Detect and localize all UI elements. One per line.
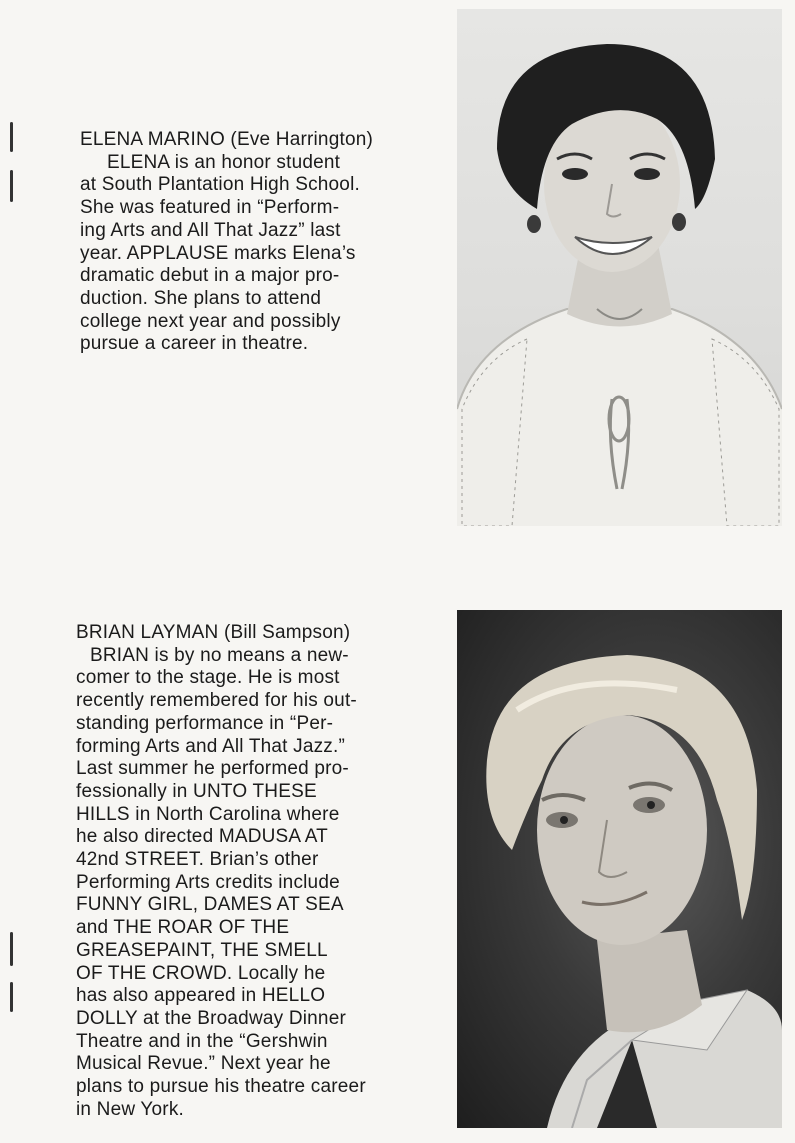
bio-line: FUNNY GIRL, DAMES AT SEA <box>76 894 344 916</box>
photo-elena-marino <box>457 9 782 526</box>
bio-line: Theatre and in the “Gershwin <box>76 1030 328 1052</box>
bio-heading <box>76 622 366 645</box>
actor-name: ELENA MARINO <box>80 129 225 150</box>
bio-elena-marino <box>80 129 373 356</box>
bio-line: DOLLY at the Broadway Dinner <box>76 1007 346 1029</box>
bio-line: and THE ROAR OF THE <box>76 917 290 939</box>
bio-line: Musical Revue.” Next year he <box>76 1053 331 1075</box>
photo-brian-layman <box>457 610 782 1128</box>
bio-line: ELENA is an honor student <box>107 151 341 173</box>
bio-line: standing performance in “Per- <box>76 712 334 734</box>
bio-line: college next year and possibly <box>80 310 341 332</box>
bio-line: year. APPLAUSE marks Elena’s <box>80 242 356 264</box>
binding-mark <box>10 122 13 152</box>
bio-line: plans to pursue his theatre career <box>76 1076 366 1098</box>
bio-line: GREASEPAINT, THE SMELL <box>76 939 328 961</box>
binding-mark <box>10 932 13 966</box>
bio-heading <box>80 129 373 152</box>
bio-line: dramatic debut in a major pro- <box>80 265 340 287</box>
bio-line: has also appeared in HELLO <box>76 985 326 1007</box>
bio-line: HILLS in North Carolina where <box>76 803 340 825</box>
bio-line: OF THE CROWD. Locally he <box>76 962 326 984</box>
bio-brian-layman <box>76 622 366 1121</box>
bio-line: Last summer he performed pro- <box>76 758 349 780</box>
actor-name: BRIAN LAYMAN <box>76 622 219 643</box>
bio-line: recently remembered for his out- <box>76 690 357 712</box>
binding-mark <box>10 982 13 1012</box>
bio-line: She was featured in “Perform- <box>80 197 340 219</box>
portrait-elena-illustration <box>457 9 782 526</box>
portrait-brian-illustration <box>457 610 782 1128</box>
bio-line: forming Arts and All That Jazz.” <box>76 735 345 757</box>
role-name: (Bill Sampson) <box>223 622 351 643</box>
binding-mark <box>10 170 13 202</box>
bio-line: in New York. <box>76 1098 185 1120</box>
bio-line: ing Arts and All That Jazz” last <box>80 219 341 241</box>
bio-line: Performing Arts credits include <box>76 871 340 893</box>
bio-line: at South Plantation High School. <box>80 174 360 196</box>
bio-line: he also directed MADUSA AT <box>76 826 328 848</box>
bio-line: comer to the stage. He is most <box>76 667 340 689</box>
bio-line: pursue a career in theatre. <box>80 333 309 355</box>
bio-line: fessionally in UNTO THESE <box>76 780 317 802</box>
role-name: (Eve Harrington) <box>230 129 374 150</box>
bio-line: 42nd STREET. Brian’s other <box>76 849 319 871</box>
bio-line: BRIAN is by no means a new- <box>90 644 349 666</box>
bio-line: duction. She plans to attend <box>80 287 322 309</box>
